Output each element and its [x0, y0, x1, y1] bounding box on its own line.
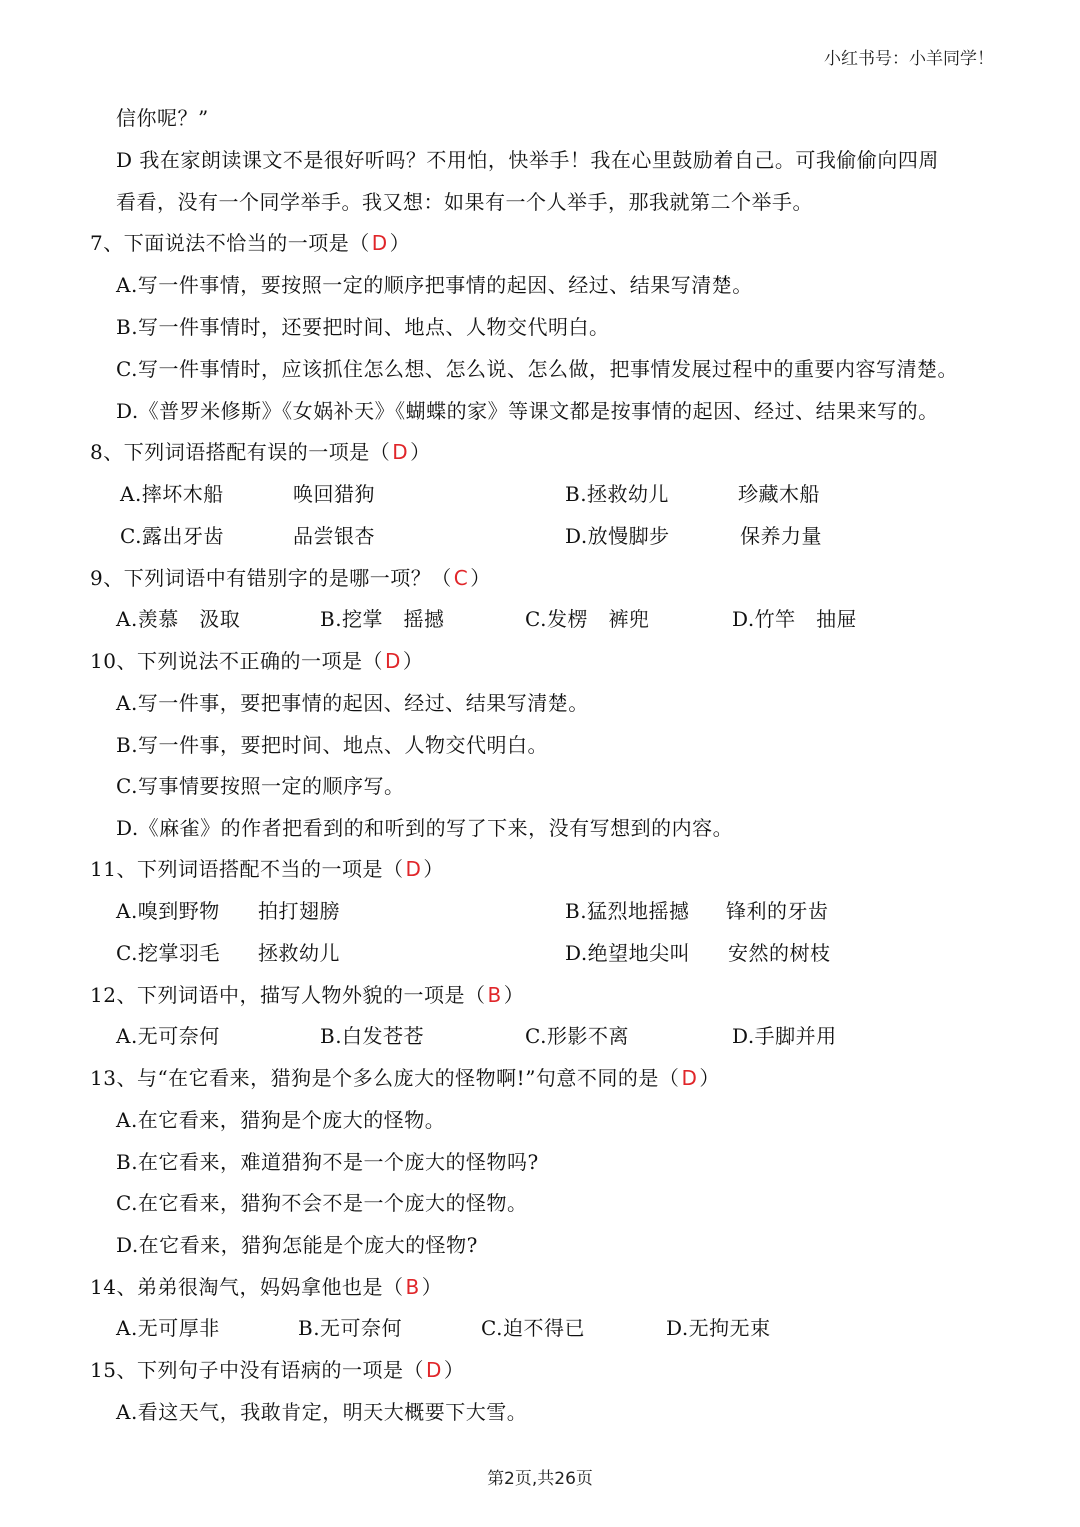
option-c: C.写一件事情时，应该抓住怎么想、怎么说、怎么做，把事情发展过程中的重要内容写清楚。 [116, 357, 958, 381]
text-line: 看看，没有一个同学举手。我又想：如果有一个人举手，那我就第二个举手。 [116, 190, 813, 214]
option-b: B.挖掌 摇撼 [320, 607, 445, 631]
option-b-word1: B.拯救幼儿 [565, 482, 670, 506]
option-d-word1: D.绝望地尖叫 [565, 941, 691, 965]
answer-mark: D [681, 1066, 698, 1090]
answer-mark: D [384, 649, 401, 673]
answer-mark: D [371, 231, 388, 255]
option-c: C.迫不得已 [481, 1316, 585, 1340]
option-d-word2: 安然的树枝 [728, 941, 831, 965]
answer-mark: D [425, 1358, 442, 1382]
option-c: C.形影不离 [525, 1024, 629, 1048]
option-d-word2: 保养力量 [740, 524, 822, 548]
option-b: B.无可奈何 [298, 1316, 403, 1340]
option-d: D.手脚并用 [732, 1024, 837, 1048]
option-b: B.写一件事，要把时间、地点、人物交代明白。 [116, 733, 549, 757]
text-line: 信你呢？” [116, 106, 209, 130]
watermark-text: 小红书号：小羊同学！ [824, 49, 994, 69]
option-a: A.无可奈何 [116, 1024, 220, 1048]
option-d: D.《麻雀》的作者把看到的和听到的写了下来，没有写想到的内容。 [116, 816, 734, 840]
question-14-stem: 14、弟弟很淘气，妈妈拿他也是（ B ） [90, 1275, 443, 1299]
option-a-word2: 唤回猎狗 [293, 482, 375, 506]
option-b-word2: 珍藏木船 [738, 482, 820, 506]
question-11-stem: 11、下列词语搭配不当的一项是（ D ） [90, 857, 444, 881]
option-b: B.白发苍苍 [320, 1024, 425, 1048]
option-c-word1: C.挖掌羽毛 [116, 941, 220, 965]
option-a: A.在它看来，猎狗是个庞大的怪物。 [116, 1108, 446, 1132]
text-line: D 我在家朗读课文不是很好听吗？不用怕，快举手！我在心里鼓励着自己。可我偷偷向四周 [116, 148, 939, 172]
option-c-word2: 拯救幼儿 [258, 941, 340, 965]
option-d: D.在它看来，猎狗怎能是个庞大的怪物? [116, 1233, 478, 1257]
option-c: C.发楞 裤兜 [525, 607, 650, 631]
answer-mark: D [392, 440, 409, 464]
option-a: A.写一件事，要把事情的起因、经过、结果写清楚。 [116, 691, 589, 715]
answer-mark: C [453, 566, 469, 590]
question-9-stem: 9、下列词语中有错别字的是哪一项？（ C ） [90, 566, 491, 590]
option-a-word1: A.嗅到野物 [116, 899, 220, 923]
question-7-stem: 7、下面说法不恰当的一项是（ D ） [90, 231, 411, 255]
option-a: A.写一件事情，要按照一定的顺序把事情的起因、经过、结果写清楚。 [116, 273, 753, 297]
option-a: A.看这天气，我敢肯定，明天大概要下大雪。 [116, 1400, 528, 1424]
question-12-stem: 12、下列词语中，描写人物外貌的一项是（ B ） [90, 983, 525, 1007]
answer-mark: B [405, 1275, 420, 1299]
question-10-stem: 10、下列说法不正确的一项是（ D ） [90, 649, 424, 673]
answer-mark: B [487, 983, 502, 1007]
option-d: D.《普罗米修斯》《女娲补天》《蝴蝶的家》等课文都是按事情的起因、经过、结果来写的。 [116, 399, 939, 423]
option-a-word2: 拍打翅膀 [258, 899, 340, 923]
option-b: B.写一件事情时，还要把时间、地点、人物交代明白。 [116, 315, 610, 339]
option-c-word1: C.露出牙齿 [120, 524, 224, 548]
question-15-stem: 15、下列句子中没有语病的一项是（ D ） [90, 1358, 465, 1382]
option-a: A.无可厚非 [116, 1316, 220, 1340]
question-13-stem: 13、与“在它看来，猎狗是个多么庞大的怪物啊!”句意不同的是（ D ） [90, 1066, 720, 1090]
option-b: B.在它看来，难道猎狗不是一个庞大的怪物吗? [116, 1150, 539, 1174]
answer-mark: D [405, 857, 422, 881]
option-a-word1: A.摔坏木船 [120, 482, 224, 506]
page-number: 第2页,共26页 [487, 1469, 593, 1489]
option-d-word1: D.放慢脚步 [565, 524, 670, 548]
option-a: A.羡慕 汲取 [116, 607, 241, 631]
option-c: C.写事情要按照一定的顺序写。 [116, 774, 405, 798]
option-b-word1: B.猛烈地摇撼 [565, 899, 690, 923]
option-c: C.在它看来，猎狗不会不是一个庞大的怪物。 [116, 1191, 528, 1215]
question-8-stem: 8、下列词语搭配有误的一项是（ D ） [90, 440, 431, 464]
option-d: D.竹竿 抽屉 [732, 607, 858, 631]
option-c-word2: 品尝银杏 [293, 524, 375, 548]
option-d: D.无拘无束 [666, 1316, 771, 1340]
option-b-word2: 锋利的牙齿 [726, 899, 829, 923]
